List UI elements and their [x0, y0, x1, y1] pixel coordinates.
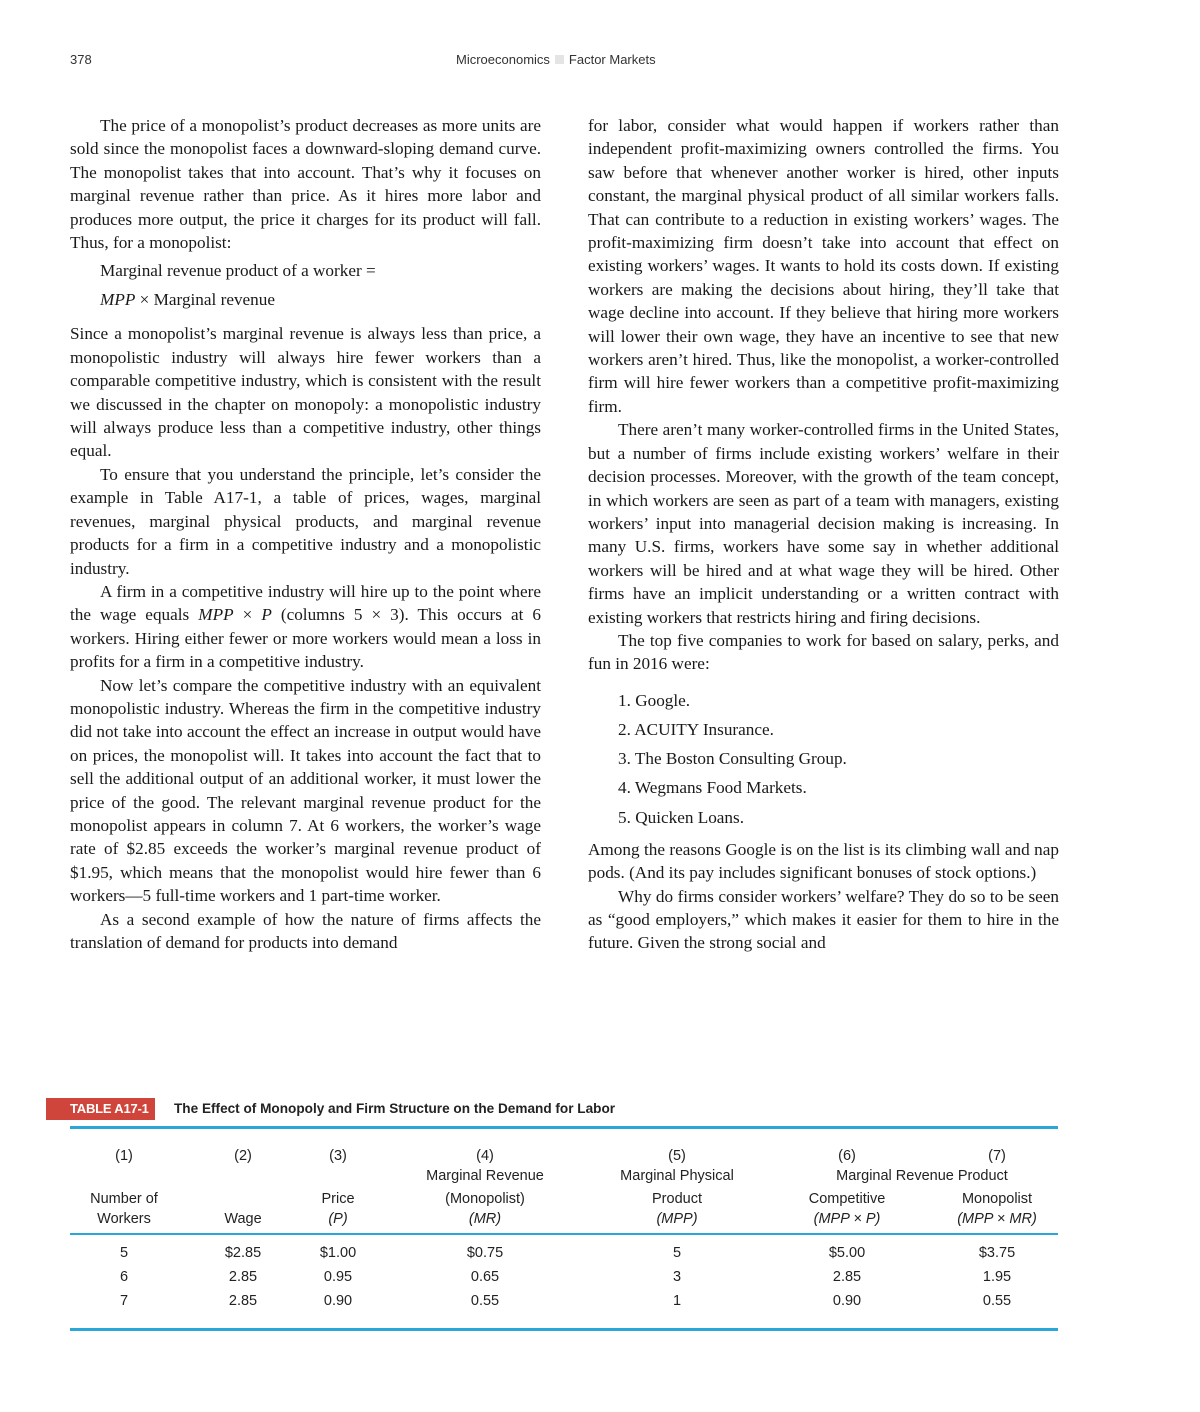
table-cell: 0.90 — [832, 1293, 862, 1309]
table-cell: 3 — [672, 1269, 682, 1285]
top-companies-list — [588, 686, 1059, 832]
header-separator — [555, 55, 564, 64]
formula-variable: MPP — [100, 290, 136, 310]
paragraph: To ensure that you understand the principle, let’s consider the example in Table A17-1, a table of prices, wages, marginal revenues, marginal physical products, and marginal revenue products for a firm in a competitive industry and a monopolistic industry. — [70, 464, 541, 578]
column-header: (Monopolist) — [445, 1191, 525, 1207]
list-item: 2. ACUITY Insurance. — [618, 719, 774, 739]
column-header: Product — [652, 1191, 702, 1207]
column-header: Price — [321, 1191, 355, 1207]
paragraph: The price of a monopolist’s product decreases as more units are sold since the monopolist faces a downward-sloping demand curve. The monopolist takes that into account. That’s why it focuses on marginal revenue rather than price. As it hires more labor and produces more output, the price it charges for its product will fall. Thus, for a monopolist: — [70, 116, 541, 253]
running-title — [456, 52, 656, 67]
column-header — [298, 1209, 378, 1229]
table-cell: $5.00 — [828, 1245, 866, 1261]
formula-line — [100, 285, 541, 314]
column-number: (5) — [668, 1148, 686, 1164]
column-header: Monopolist — [961, 1191, 1033, 1207]
paragraph: There aren’t many worker-controlled firms in the United States, but a number of firms include existing workers’ welfare in their decision processes. Moreover, with the growth of the team concept, in which workers are seen as part of a team with managers, existing workers’ input into managerial decision making is increasing. In many U.S. firms, workers have some say in whether additional workers will be hired and at what wage they will be hired. Other firms have an implicit understanding or a written contract with existing workers that restricts hiring and firing decisions. — [588, 420, 1059, 627]
column-number: (2) — [234, 1148, 252, 1164]
table-header-rule — [70, 1233, 1058, 1235]
table-top-rule — [70, 1126, 1058, 1129]
text-run: A firm in a competitive industry will hire up to the point where the wage equals — [70, 581, 541, 625]
paragraph — [70, 580, 541, 674]
formula-line: Marginal revenue product of a worker = — [100, 261, 376, 281]
text-run: (columns 5 × 3). This occurs at 6 workers. Hiring either fewer or more workers would mean a loss in profits for a firm in a competitive industry. — [70, 605, 541, 672]
math-variable: MPP — [198, 605, 234, 625]
page-number: 378 — [70, 52, 92, 67]
table-bottom-rule — [70, 1328, 1058, 1331]
column-header: Number of — [90, 1191, 158, 1207]
paragraph: Among the reasons Google is on the list is its climbing wall and nap pods. (And its pay includes significant bonuses of stock options.) — [588, 839, 1059, 883]
column-header — [396, 1209, 574, 1229]
table-cell: 2.85 — [228, 1293, 258, 1309]
table-caption — [46, 1098, 1060, 1120]
column-header — [936, 1209, 1058, 1229]
table-cell: 6 — [119, 1269, 129, 1285]
list-item: 4. Wegmans Food Markets. — [618, 778, 807, 798]
list-item: 3. The Boston Consulting Group. — [618, 749, 847, 769]
column-symbol: (MPP) — [656, 1211, 698, 1227]
column-symbol: (MPP × MR) — [957, 1211, 1037, 1227]
table-cell: $2.85 — [224, 1245, 262, 1261]
column-symbol: (P) — [328, 1211, 348, 1227]
table-cell: 0.95 — [323, 1269, 353, 1285]
list-item: 5. Quicken Loans. — [618, 807, 745, 827]
right-column — [588, 114, 1059, 955]
paragraph: Since a monopolist’s marginal revenue is always less than price, a monopolistic industry will always hire fewer workers than a comparable competitive industry, which is consistent with the result we discussed in the chapter on monopoly: a monopolistic industry will always produce less than a competitive industry, other things equal. — [70, 324, 541, 461]
table-cell: $0.75 — [466, 1245, 504, 1261]
column-header: Competitive — [808, 1191, 886, 1207]
table-title: The Effect of Monopoly and Firm Structure on the Demand for Labor — [174, 1101, 616, 1116]
column-header — [596, 1209, 758, 1229]
table-cell: 0.55 — [982, 1293, 1012, 1309]
text-run: × — [233, 605, 262, 625]
column-number: (4) — [476, 1148, 494, 1164]
running-head — [70, 52, 1060, 72]
table-cell: 2.85 — [832, 1269, 862, 1285]
column-number: (3) — [329, 1148, 347, 1164]
table-cell: 0.55 — [470, 1293, 500, 1309]
column-symbol: (MR) — [468, 1211, 502, 1227]
column-header — [786, 1209, 908, 1229]
table-cell: 1 — [672, 1293, 682, 1309]
table-cell: 0.90 — [323, 1293, 353, 1309]
paragraph: The top five companies to work for based on salary, perks, and fun in 2016 were: — [588, 630, 1059, 674]
table-cell: 5 — [119, 1245, 129, 1261]
column-header: Marginal Physical — [620, 1168, 734, 1184]
table-cell: 1.95 — [982, 1269, 1012, 1285]
table-cell: 7 — [119, 1293, 129, 1309]
column-number: (6) — [838, 1148, 856, 1164]
table-cell: 2.85 — [228, 1269, 258, 1285]
column-header: Wage — [224, 1211, 262, 1227]
formula-block — [100, 254, 541, 322]
table-cell: $1.00 — [319, 1245, 357, 1261]
column-header: Workers — [97, 1211, 151, 1227]
paragraph: Why do firms consider workers’ welfare? They do so to be seen as “good employers,” which makes it easier for them to hire in the future. Given the strong social and — [588, 886, 1059, 953]
table-cell: 5 — [672, 1245, 682, 1261]
formula-text: × Marginal revenue — [135, 290, 275, 310]
column-symbol: (MPP × P) — [813, 1211, 881, 1227]
table-label: TABLE A17-1 — [46, 1098, 155, 1120]
column-header: Marginal Revenue Product — [836, 1168, 1008, 1184]
list-item: 1. Google. — [618, 690, 691, 710]
paragraph: for labor, consider what would happen if workers rather than independent profit-maximizing owners controlled the firms. You saw before that whenever another worker is hired, other inputs constant, the marginal physical product of all similar workers falls. That can contribute to a reduction in existing workers’ wages. The profit-maximizing firm doesn’t take into account that effect on existing workers’ wages. It wants to hold its costs down. If existing workers are making the decisions about hiring, they’ll take that wage decline into account. If they believe that hiring more workers will lower their own wage, they have an incentive to see that new workers aren’t hired. Thus, like the monopolist, a worker-controlled firm will hire fewer workers than a competitive profit-maximizing firm. — [588, 116, 1059, 416]
section-title: Factor Markets — [568, 52, 656, 67]
column-header: Marginal Revenue — [426, 1168, 544, 1184]
paragraph: As a second example of how the nature of firms affects the translation of demand for products into demand — [70, 909, 541, 952]
table-cell: $3.75 — [978, 1245, 1016, 1261]
math-variable: P — [261, 605, 272, 625]
table-cell: 0.65 — [470, 1269, 500, 1285]
column-number: (1) — [115, 1148, 133, 1164]
left-column — [70, 114, 541, 954]
column-number: (7) — [988, 1148, 1006, 1164]
book-title: Microeconomics — [456, 52, 550, 67]
paragraph: Now let’s compare the competitive industry with an equivalent monopolistic industry. Whereas the firm in the competitive industry did not take into account the effect an increase in output would have on prices, the monopolist will. It takes into account the fact that to sell the additional output of an additional worker, it must lower the price of the good. The relevant marginal revenue product for the monopolist appears in column 7. At 6 workers, the worker’s wage rate of $2.85 exceeds the worker’s marginal revenue product of $1.95, which means that the monopolist would hire fewer than 6 workers—5 full-time workers and 1 part-time worker. — [70, 675, 541, 906]
